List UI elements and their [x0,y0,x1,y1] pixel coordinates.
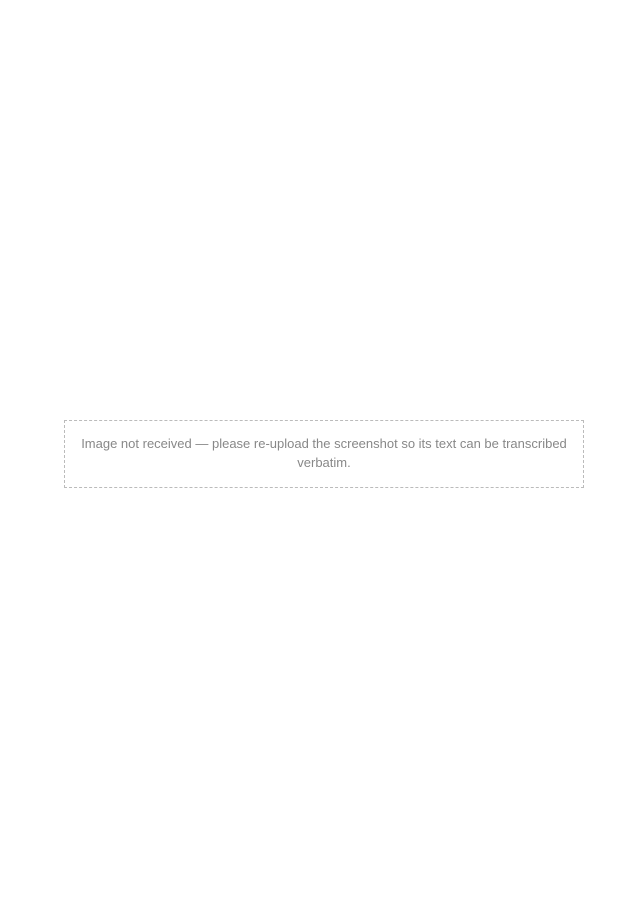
missing-image-notice: Image not received — please re-upload the screenshot so its text can be transcribed verbatim. [64,420,584,488]
document-title [64,79,584,94]
page-number [64,48,584,61]
